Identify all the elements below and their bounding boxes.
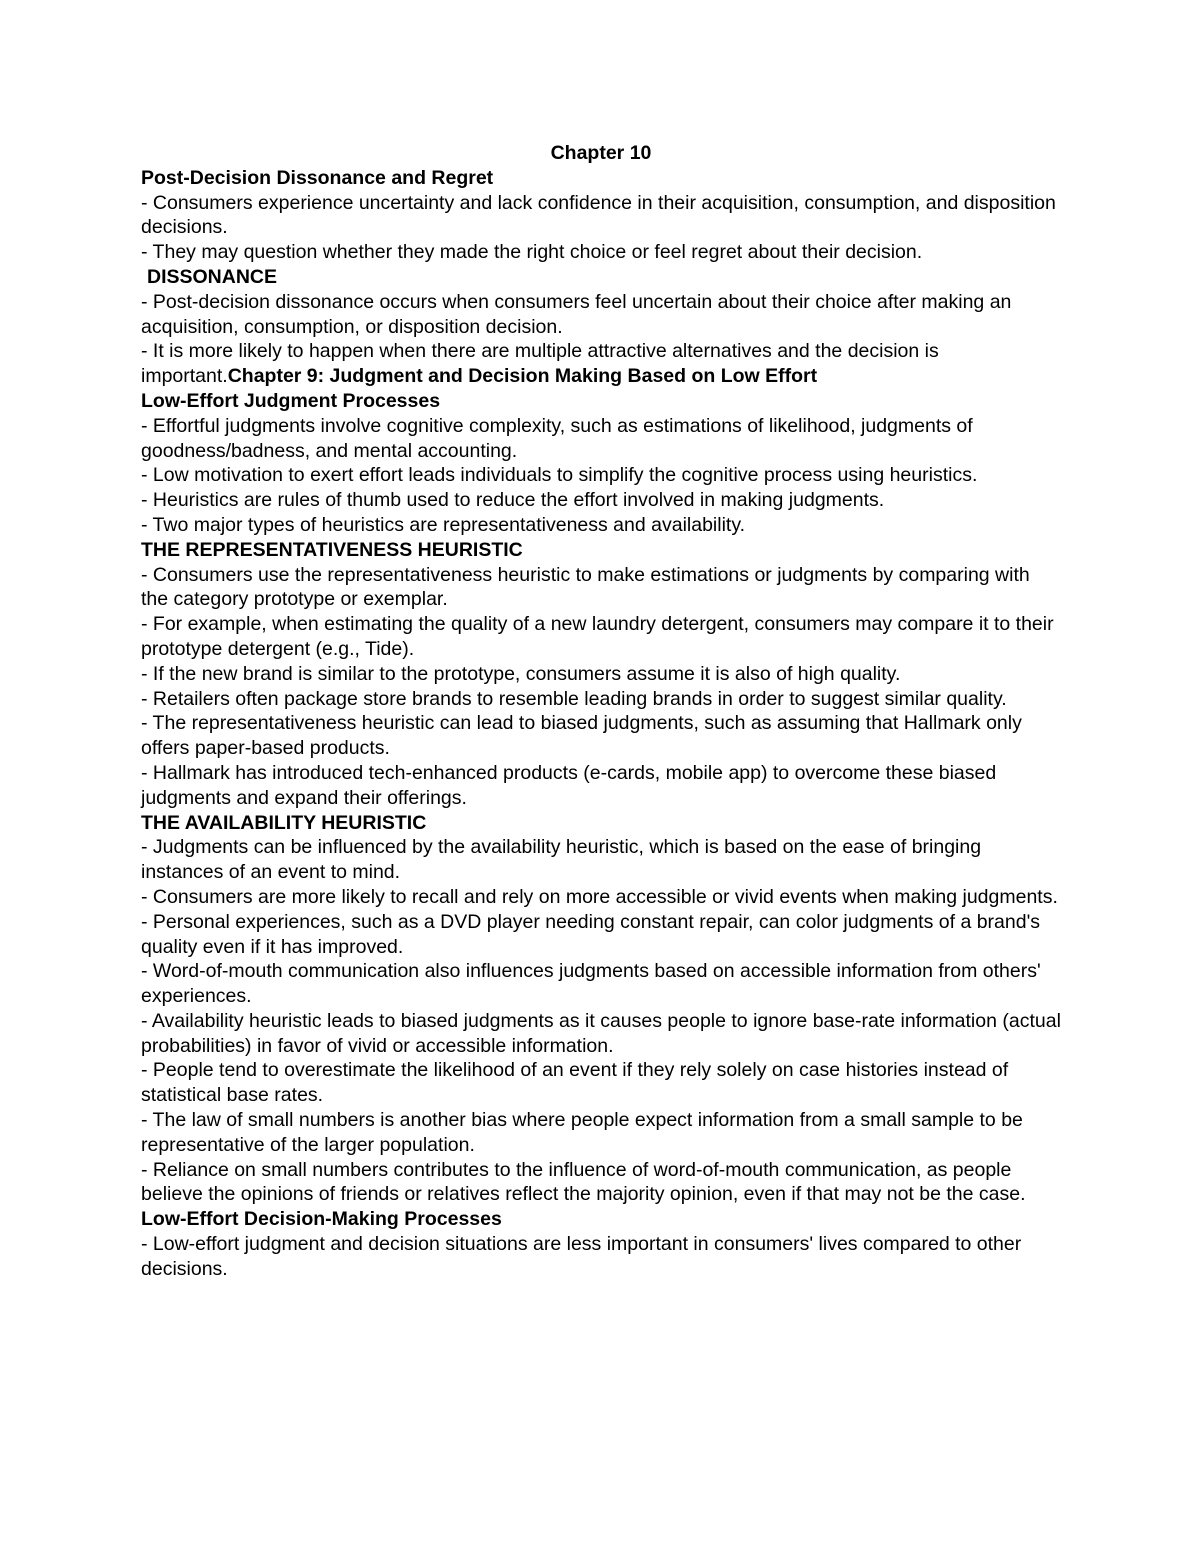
section-heading-post-decision: Post-Decision Dissonance and Regret (141, 166, 494, 189)
list-item: - For example, when estimating the quality of a new laundry detergent, consumers may compare it to their prototype detergent (e.g., Tide). (141, 613, 1054, 660)
low-effort-decision-bullets (141, 1232, 1061, 1282)
list-item: - Consumers experience uncertainty and lack confidence in their acquisition, consumption, and disposition decisions. (141, 191, 1056, 239)
list-item: - Hallmark has introduced tech-enhanced products (e-cards, mobile app) to overcome these biased judgments and expand their offerings. (141, 761, 997, 809)
list-item: - Low-effort judgment and decision situations are less important in consumers' lives compared to other decisions. (141, 1233, 1022, 1280)
availability-bullets (141, 835, 1061, 1207)
list-item: - Post-decision dissonance occurs when consumers feel uncertain about their choice after making an acquisition, consumption, or disposition decision. (141, 290, 1012, 338)
list-item: - Word-of-mouth communication also influences judgments based on accessible information from others' experiences. (141, 960, 1041, 1008)
list-item: - Consumers are more likely to recall and rely on more accessible or vivid events when making judgments. (141, 885, 1058, 908)
chapter-title: Chapter 10 (550, 142, 652, 164)
list-item: - Consumers use the representativeness heuristic to make estimations or judgments by comparing with the category prototype or exemplar. (141, 563, 1030, 611)
list-item: - The representativeness heuristic can lead to biased judgments, such as assuming that Hallmark only offers paper-based products. (141, 712, 1022, 760)
list-item: - Personal experiences, such as a DVD player needing constant repair, can color judgments of a brand's quality even if it has improved. (141, 910, 1041, 958)
list-item: - They may question whether they made the right choice or feel regret about their decision. (141, 241, 923, 264)
list-item: - Low motivation to exert effort leads individuals to simplify the cognitive process using heuristics. (141, 464, 978, 487)
section-heading-representativeness: THE REPRESENTATIVENESS HEURISTIC (141, 538, 523, 561)
list-item: - Effortful judgments involve cognitive complexity, such as estimations of likelihood, judgments of goodness/badness, and mental accounting. (141, 414, 973, 462)
low-effort-judgment-bullets (141, 414, 1061, 538)
list-item: - Judgments can be influenced by the availability heuristic, which is based on the ease of bringing instances of an event to mind. (141, 836, 982, 884)
dissonance-bullets (141, 290, 1061, 389)
section-heading-low-effort-decision: Low-Effort Decision-Making Processes (141, 1208, 502, 1231)
list-item: - Reliance on small numbers contributes to the influence of word-of-mouth communication, as people believe the opinions of friends or relatives reflect the majority opinion, even if that may not be the case. (141, 1158, 1026, 1206)
section-heading-low-effort-judgment: Low-Effort Judgment Processes (141, 389, 441, 412)
list-item-with-inline-heading (141, 339, 1061, 389)
list-item: - Heuristics are rules of thumb used to reduce the effort involved in making judgments. (141, 489, 885, 512)
list-item: - People tend to overestimate the likelihood of an event if they rely solely on case histories instead of statistical base rates. (141, 1059, 1009, 1107)
list-item-text: - It is more likely to happen when there are multiple attractive alternatives and the decision is important. (141, 340, 939, 388)
chapter9-title: Chapter 9: Judgment and Decision Making Based on Low Effort (227, 365, 818, 388)
list-item: - Availability heuristic leads to biased judgments as it causes people to ignore base-rate information (actual probabilities) in favor of vivid or accessible information. (141, 1009, 1061, 1057)
post-decision-bullets (141, 191, 1061, 265)
list-item: - Retailers often package store brands to resemble leading brands in order to suggest similar quality. (141, 687, 1007, 710)
document-page (141, 141, 1061, 1282)
list-item: - The law of small numbers is another bias where people expect information from a small sample to be representative of the larger population. (141, 1109, 1023, 1156)
list-item: - If the new brand is similar to the prototype, consumers assume it is also of high quality. (141, 662, 901, 685)
representativeness-bullets (141, 563, 1061, 811)
section-heading-dissonance: DISSONANCE (147, 265, 278, 288)
list-item: - Two major types of heuristics are representativeness and availability. (141, 513, 746, 536)
section-heading-availability: THE AVAILABILITY HEURISTIC (141, 811, 427, 834)
